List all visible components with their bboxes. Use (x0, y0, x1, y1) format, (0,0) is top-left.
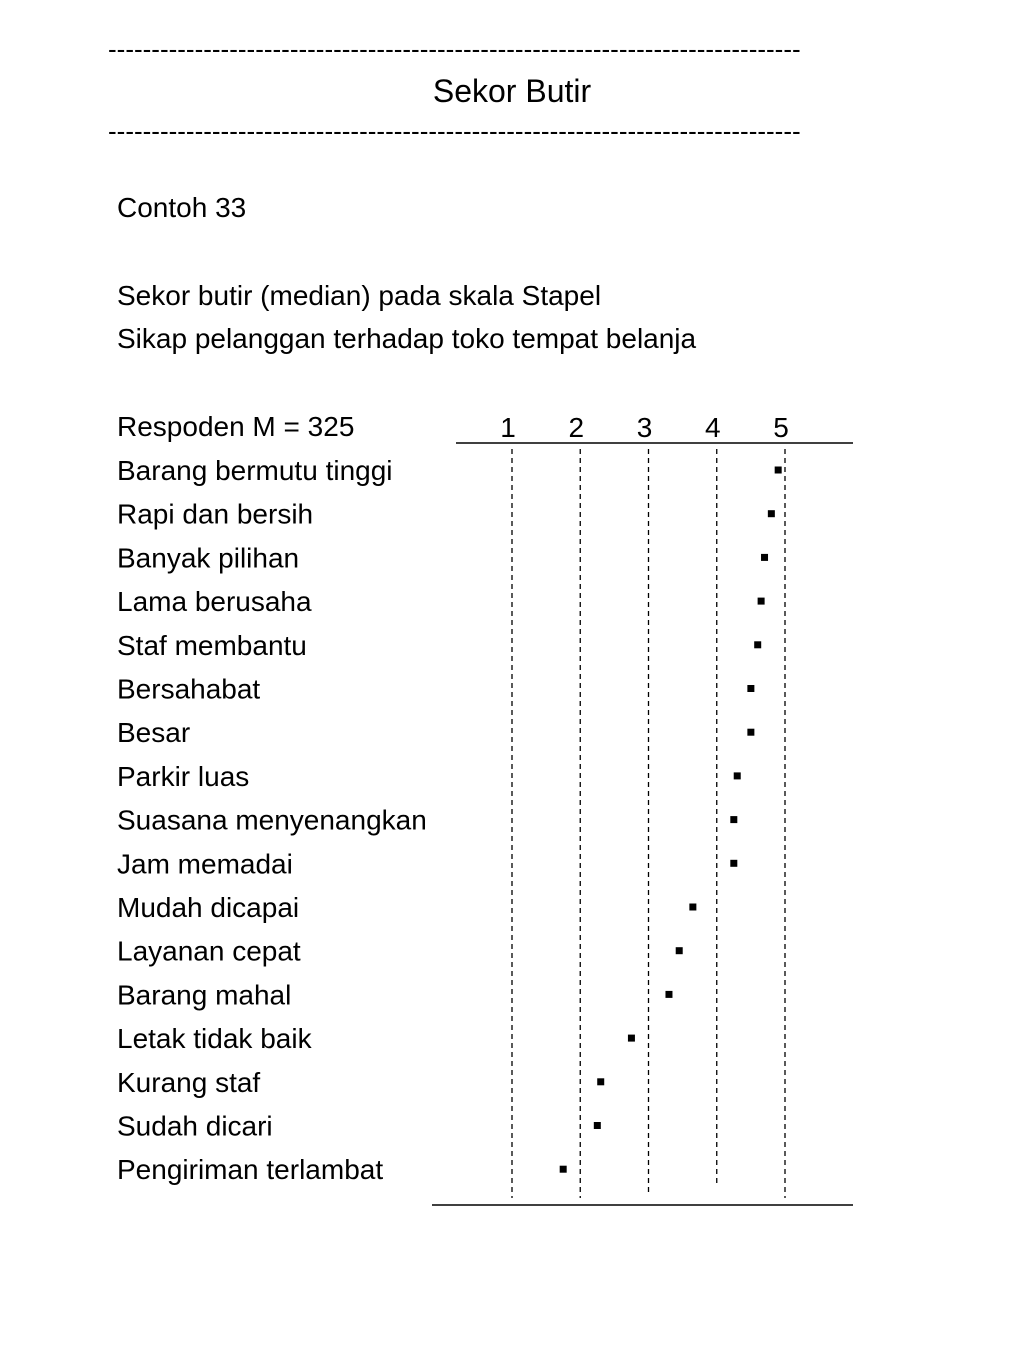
bottom-dashed-rule: -------------------------------------------------------------------------------- (108, 116, 801, 146)
chart-tick-labels (500, 412, 789, 443)
data-point (730, 860, 737, 867)
data-point (560, 1166, 567, 1173)
x-tick-label-1: 1 (500, 412, 516, 443)
data-point (665, 991, 672, 998)
row-label: Pengiriman terlambat (117, 1154, 384, 1186)
row-label: Jam memadai (117, 848, 293, 880)
data-point (761, 554, 768, 561)
row-label: Sudah dicari (117, 1110, 273, 1142)
chart-row-labels (117, 455, 427, 1185)
chart-points (560, 467, 782, 1173)
chart-axes (432, 443, 853, 1205)
row-label: Barang mahal (117, 979, 292, 1011)
row-label: Mudah dicapai (117, 892, 300, 923)
x-tick-label-5: 5 (773, 412, 789, 443)
data-point (775, 467, 782, 474)
data-point (676, 947, 683, 954)
data-point (597, 1078, 604, 1085)
row-label: Staf membantu (117, 629, 307, 661)
data-point (628, 1035, 635, 1042)
data-point (730, 816, 737, 823)
x-tick-label-4: 4 (704, 412, 721, 443)
data-point (747, 729, 754, 736)
x-tick-label-2: 2 (568, 412, 585, 443)
row-label: Lama berusaha (117, 586, 312, 618)
data-point (689, 904, 696, 911)
chart-subtitle-scale: Sekor butir (median) pada skala Stapel (117, 280, 602, 311)
data-point (734, 772, 741, 779)
top-dashed-rule: -------------------------------------------------------------------------------- (108, 34, 801, 64)
data-point (594, 1122, 601, 1129)
data-point (754, 641, 761, 648)
x-tick-label-3: 3 (636, 412, 653, 443)
row-label: Kurang staf (117, 1066, 261, 1098)
page-title: Sekor Butir (432, 73, 592, 109)
example-number: Contoh 33 (117, 192, 247, 223)
row-label: Rapi dan bersih (117, 498, 314, 530)
respondent-count: Respoden M = 325 (117, 411, 355, 442)
row-label: Letak tidak baik (117, 1023, 312, 1055)
chart-subtitle-topic: Sikap pelanggan terhadap toko tempat belanja (117, 323, 697, 354)
row-label: Layanan cepat (117, 935, 301, 967)
row-label: Parkir luas (117, 760, 250, 792)
data-point (747, 685, 754, 692)
row-label: Suasana menyenangkan (117, 804, 427, 836)
row-label: Banyak pilihan (117, 542, 300, 574)
row-label: Besar (117, 717, 191, 749)
row-label: Bersahabat (117, 673, 261, 705)
row-label: Barang bermutu tinggi (117, 455, 393, 486)
data-point (768, 510, 775, 517)
data-point (758, 598, 765, 605)
